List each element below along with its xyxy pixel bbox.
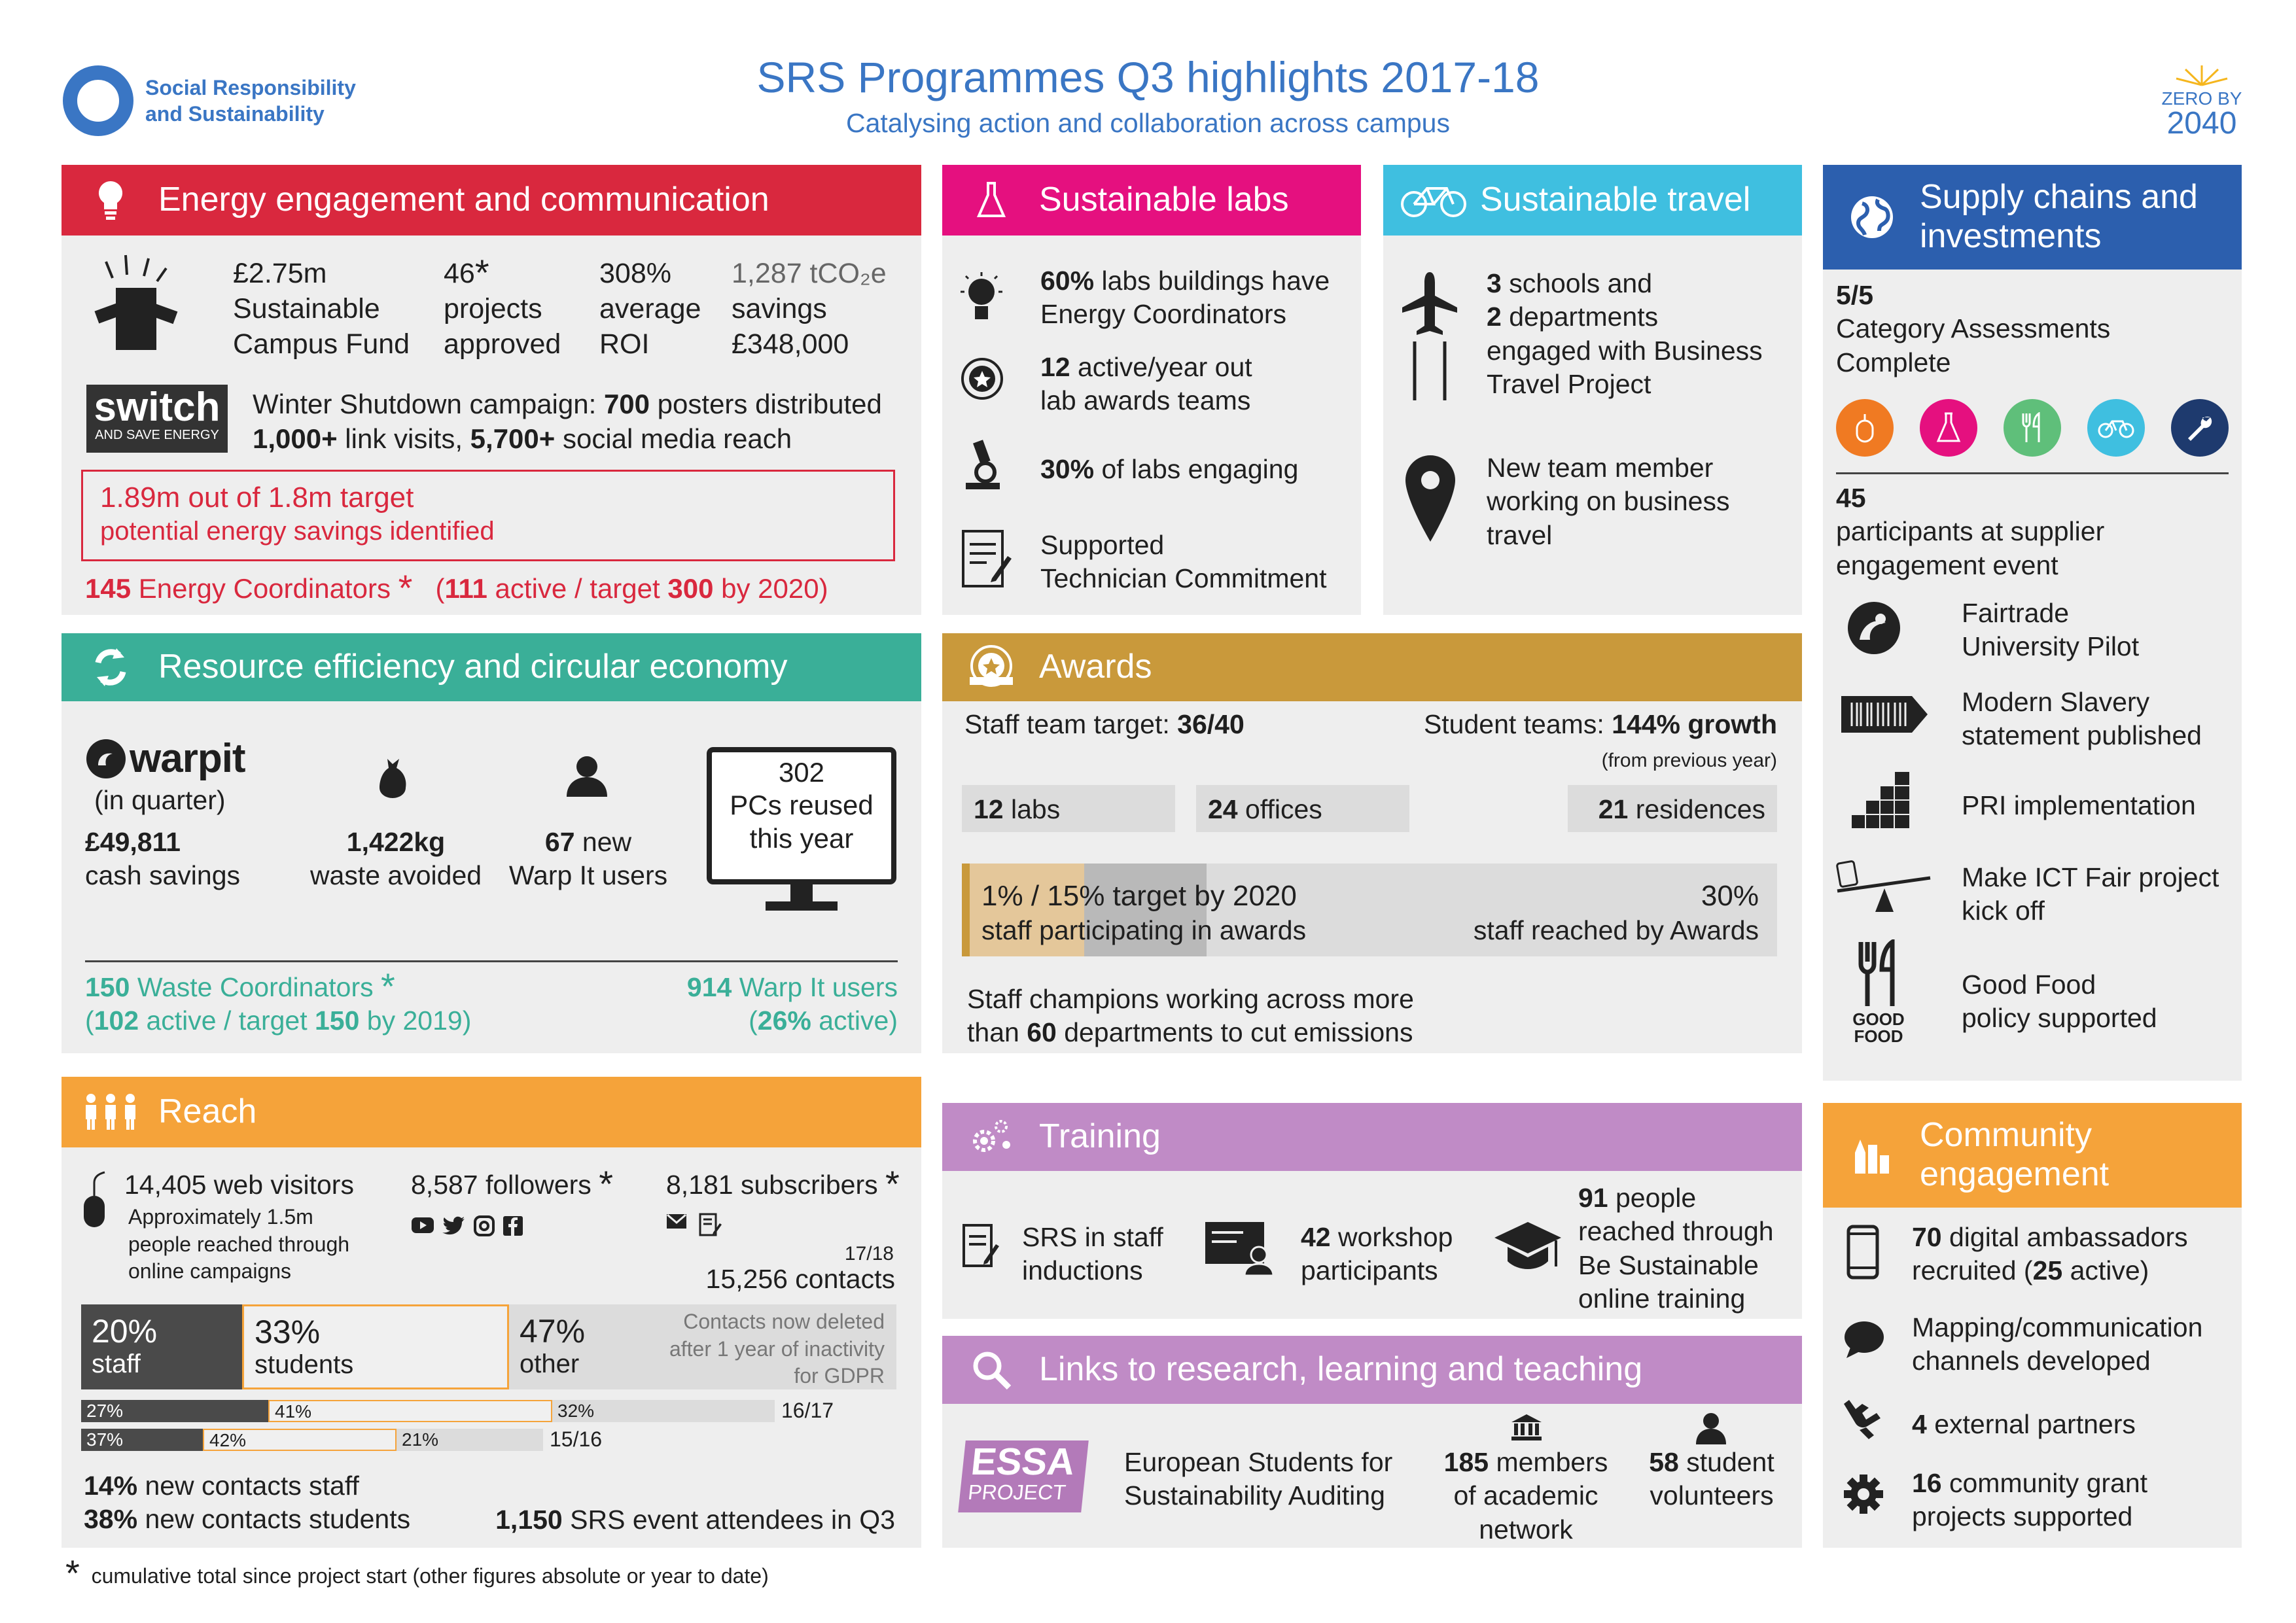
switch-logo-sub: AND SAVE ENERGY bbox=[95, 428, 219, 442]
good-food-icon bbox=[1836, 939, 1921, 1045]
new-staff-pct: 14% bbox=[84, 1471, 138, 1501]
split-students-label: students bbox=[255, 1350, 354, 1379]
barcode-icon bbox=[1839, 693, 1930, 739]
page-subtitle: Catalysing action and collaboration across campus bbox=[845, 108, 1450, 138]
partners-label: external partners bbox=[1926, 1409, 2136, 1439]
split-1516-students: 42% bbox=[203, 1429, 397, 1451]
stat-projects-value: 46 bbox=[444, 258, 475, 289]
campaign-posters: 700 bbox=[603, 389, 650, 419]
attendees-count: 1,150 bbox=[495, 1505, 563, 1535]
footnote bbox=[65, 1552, 769, 1594]
zero-year: 2040 bbox=[2166, 106, 2237, 141]
bar-target-text: 1% / 15% target by 2020 bbox=[981, 880, 1297, 912]
airplane-icon bbox=[1400, 270, 1459, 404]
mouse-category-icon bbox=[1836, 399, 1894, 457]
travel-item-1 bbox=[1487, 267, 1763, 401]
links-panel bbox=[942, 1336, 1802, 1548]
category-count: 5/5 bbox=[1836, 280, 1873, 310]
supply-item-modern-slavery: Modern Slavery statement published bbox=[1962, 687, 2202, 751]
contacts-total: 15,256 contacts bbox=[705, 1264, 895, 1294]
volunteers-label: student volunteers bbox=[1650, 1447, 1775, 1511]
student-teams bbox=[1424, 708, 1777, 775]
reach-title: Reach bbox=[158, 1092, 257, 1131]
star-icon: * bbox=[599, 1163, 613, 1204]
bar-blocks-icon bbox=[1852, 771, 1911, 831]
split-1617-students: 41% bbox=[268, 1400, 552, 1422]
waste-coord-text: active / target bbox=[139, 1005, 315, 1036]
warpit-text: warpit bbox=[130, 736, 245, 781]
target-line1: 1.89m out of 1.8m target bbox=[100, 481, 414, 514]
labs-item-4: Supported Technician Commitment bbox=[1040, 530, 1327, 594]
academic-network bbox=[1434, 1446, 1617, 1546]
labs-label: labs bbox=[1003, 794, 1061, 824]
supply-panel bbox=[1823, 165, 2242, 1081]
ambassadors-label: digital ambassadors recruited ( bbox=[1912, 1222, 2188, 1286]
flask-category-icon bbox=[1920, 399, 1977, 457]
category-assessments bbox=[1836, 279, 2110, 379]
new-users-count: 67 bbox=[544, 827, 575, 857]
web-reach-note: Approximately 1.5m people reached through online campaigns bbox=[128, 1205, 350, 1283]
bar-reached-text: staff reached by Awards bbox=[1473, 915, 1759, 945]
stat-savings-value: 1,287 tCO₂e bbox=[732, 258, 887, 289]
email-subscribers bbox=[666, 1163, 900, 1204]
training-inductions: SRS in staff inductions bbox=[1022, 1222, 1163, 1286]
labs-item-2 bbox=[1040, 351, 1252, 418]
community-title: Community engagement bbox=[1920, 1116, 2110, 1193]
travel-title: Sustainable travel bbox=[1480, 181, 1751, 219]
year-1617: 16/17 bbox=[781, 1399, 834, 1422]
community-buildings-icon bbox=[1848, 1131, 1896, 1179]
new-staff-label: new contacts staff bbox=[137, 1471, 359, 1501]
subscribers-count: 8,181 subscribers bbox=[666, 1170, 878, 1200]
cash-savings bbox=[85, 826, 240, 893]
essa-logo bbox=[958, 1440, 1089, 1512]
warpit-users-label: Warp It users bbox=[732, 972, 898, 1002]
induction-document-icon bbox=[962, 1223, 1001, 1272]
bar-reached-value: 30% bbox=[1701, 880, 1759, 912]
reach-header bbox=[62, 1077, 921, 1147]
labs-item-3 bbox=[1040, 453, 1298, 486]
star-icon: * bbox=[65, 1552, 80, 1594]
globe-icon bbox=[1848, 193, 1896, 241]
waste-avoided-label: waste avoided bbox=[309, 860, 482, 891]
warpit-active-pct: 26% bbox=[757, 1005, 811, 1036]
instagram-icon bbox=[474, 1215, 495, 1236]
awards-progress-bar bbox=[962, 864, 1777, 956]
split-students-pct: 33% bbox=[255, 1314, 321, 1350]
divider bbox=[85, 960, 898, 962]
new-contacts bbox=[84, 1469, 410, 1537]
volunteer-user-icon bbox=[1695, 1412, 1727, 1448]
reach-panel bbox=[62, 1077, 921, 1548]
new-students-pct: 38% bbox=[84, 1504, 138, 1535]
workshop-participants bbox=[1301, 1221, 1453, 1288]
external-partners bbox=[1912, 1408, 2136, 1441]
attendees-label: SRS event attendees in Q3 bbox=[562, 1505, 895, 1535]
warpit-swirl-icon bbox=[85, 738, 127, 780]
labs-teams: 12 bbox=[1040, 352, 1070, 382]
supplier-participants bbox=[1836, 481, 2104, 582]
travel-departments: 2 bbox=[1487, 302, 1502, 332]
digital-ambassadors bbox=[1912, 1221, 2188, 1288]
warpit-paren: ( bbox=[749, 1005, 758, 1036]
campaign-social: 5,700+ bbox=[470, 423, 556, 454]
labs-item-1 bbox=[1040, 264, 1330, 332]
offices-count: 24 bbox=[1208, 794, 1238, 824]
bar-participating-text: staff participating in awards bbox=[981, 915, 1307, 945]
good-food-text: GOOD FOOD bbox=[1852, 1009, 1905, 1046]
handshake-icon bbox=[1840, 1396, 1886, 1445]
split-1617-staff: 27% bbox=[81, 1400, 268, 1422]
champions-departments: 60 bbox=[1027, 1017, 1057, 1048]
bicycle-category-icon bbox=[2087, 399, 2145, 457]
volunteers-count: 58 bbox=[1649, 1447, 1679, 1477]
supply-title: Supply chains and investments bbox=[1920, 178, 2198, 255]
awards-panel bbox=[942, 633, 1802, 1053]
campaign-links: 1,000+ bbox=[253, 423, 338, 454]
coord-count: 145 bbox=[85, 573, 132, 604]
coord-paren: ( bbox=[435, 573, 445, 604]
energy-panel bbox=[62, 165, 921, 615]
star-icon: * bbox=[885, 1163, 900, 1204]
flask-icon bbox=[967, 176, 1016, 224]
supply-item-ict-fair: Make ICT Fair project kick off bbox=[1962, 862, 2219, 926]
warpit-active-label: active) bbox=[811, 1005, 898, 1036]
stat-projects-label: projects approved bbox=[444, 292, 561, 360]
labs-title: Sustainable labs bbox=[1039, 181, 1289, 219]
awards-header bbox=[942, 633, 1802, 701]
gear-icon bbox=[1843, 1473, 1884, 1518]
residences-label: residences bbox=[1628, 794, 1765, 824]
stat-savings bbox=[732, 256, 887, 362]
members-label: members of academic network bbox=[1453, 1447, 1608, 1544]
mapping-channels: Mapping/communication channels developed bbox=[1912, 1312, 2203, 1376]
links-header bbox=[942, 1336, 1802, 1404]
travel-item-2: New team member working on business travel bbox=[1487, 453, 1730, 550]
labs-count: 12 bbox=[974, 794, 1004, 824]
stat-fund-label: Sustainable Campus Fund bbox=[233, 292, 410, 360]
offices-label: offices bbox=[1237, 794, 1322, 824]
energy-target-box bbox=[81, 470, 895, 561]
awards-residences-badge bbox=[1568, 785, 1777, 832]
supply-item-fairtrade: Fairtrade University Pilot bbox=[1962, 598, 2140, 662]
social-icons bbox=[411, 1215, 523, 1236]
bicycle-icon bbox=[1398, 176, 1470, 224]
coord-target: 300 bbox=[667, 573, 714, 604]
participating-fill bbox=[962, 864, 970, 956]
split-staff-pct: 20% bbox=[92, 1313, 158, 1350]
energy-title: Energy engagement and communication bbox=[158, 181, 769, 219]
stat-roi-label: average ROI bbox=[599, 292, 701, 360]
search-icon bbox=[967, 1346, 1016, 1394]
youtube-icon bbox=[411, 1215, 434, 1235]
brand-line1: Social Responsibility bbox=[145, 76, 356, 99]
speech-bubble-icon bbox=[1843, 1320, 1886, 1363]
institution-icon bbox=[1510, 1413, 1543, 1445]
essa-text: ESSA bbox=[968, 1440, 1077, 1483]
staff-target-label: Staff team target: bbox=[964, 709, 1178, 739]
footnote-text: cumulative total since project start (other figures absolute or year to date) bbox=[91, 1564, 769, 1588]
workshop-label: workshop participants bbox=[1301, 1222, 1453, 1286]
switch-logo-text: switch bbox=[94, 385, 221, 430]
social-followers bbox=[411, 1163, 613, 1204]
online-training-label: people reached through Be Sustainable online training bbox=[1578, 1183, 1774, 1314]
contacts-split-bar bbox=[81, 1304, 896, 1389]
new-users-label: new Warp It users bbox=[508, 827, 668, 891]
balance-scale-icon bbox=[1835, 858, 1933, 916]
resource-panel bbox=[62, 633, 921, 1053]
cash-savings-label: cash savings bbox=[85, 860, 241, 891]
supply-item-pri: PRI implementation bbox=[1962, 790, 2196, 820]
warpit-users-count: 914 bbox=[686, 972, 732, 1002]
labs-panel bbox=[942, 165, 1361, 615]
split-other-label: other bbox=[520, 1350, 580, 1378]
stat-projects bbox=[444, 252, 561, 362]
training-header bbox=[942, 1103, 1802, 1171]
training-panel bbox=[942, 1103, 1802, 1319]
community-header bbox=[1823, 1103, 2242, 1208]
awards-offices-badge bbox=[1196, 785, 1409, 832]
resource-title: Resource efficiency and circular economy bbox=[158, 648, 788, 686]
warpit-logo bbox=[85, 735, 245, 782]
stat-fund-value: £2.75m bbox=[233, 258, 327, 289]
star-icon: * bbox=[474, 252, 489, 293]
participants-text: participants at supplier engagement event bbox=[1836, 516, 2105, 580]
page-title: SRS Programmes Q3 highlights 2017-18 bbox=[756, 53, 1540, 101]
wrench-category-icon bbox=[2171, 399, 2229, 457]
facebook-icon bbox=[503, 1215, 523, 1236]
training-title: Training bbox=[1039, 1117, 1161, 1156]
warpit-users-total bbox=[687, 971, 898, 1038]
student-teams-note: (from previous year) bbox=[1601, 750, 1777, 772]
online-training bbox=[1578, 1181, 1774, 1316]
split-1516-staff: 37% bbox=[81, 1429, 203, 1451]
participants-count: 45 bbox=[1836, 483, 1866, 513]
split-staff bbox=[81, 1304, 242, 1389]
split-1617-other: 32% bbox=[557, 1401, 595, 1421]
gdpr-note: Contacts now deleted after 1 year of inactivity for GDPR bbox=[669, 1310, 885, 1388]
split-students bbox=[242, 1304, 509, 1389]
award-badge-icon bbox=[958, 355, 1006, 406]
lightbulb-icon bbox=[86, 176, 135, 224]
student-teams-growth: 144% growth bbox=[1612, 709, 1777, 739]
labs-text: labs buildings have Energy Coordinators bbox=[1040, 266, 1330, 330]
essa-description: European Students for Sustainability Auditing bbox=[1124, 1447, 1393, 1511]
coord-text-2: by 2020) bbox=[713, 573, 828, 604]
travel-text: schools and bbox=[1509, 268, 1653, 298]
split-other-pct: 47% bbox=[520, 1313, 586, 1350]
community-grants bbox=[1912, 1467, 2147, 1534]
waste-avoided-value: 1,422kg bbox=[346, 827, 446, 857]
cutlery-category-icon bbox=[2004, 399, 2061, 457]
travel-panel bbox=[1383, 165, 1802, 615]
stat-roi bbox=[599, 256, 701, 362]
contacts-1617-bar bbox=[81, 1400, 775, 1422]
training-cog-icon bbox=[967, 1113, 1016, 1161]
target-line2: potential energy savings identified bbox=[100, 516, 495, 546]
ambassadors-label-2: active) bbox=[2062, 1255, 2149, 1286]
graduation-cap-icon bbox=[1492, 1218, 1564, 1280]
awards-labs-badge bbox=[962, 785, 1175, 832]
members-count: 185 bbox=[1443, 1447, 1489, 1477]
travel-schools: 3 bbox=[1487, 268, 1502, 298]
cash-savings-value: £49,811 bbox=[85, 827, 181, 857]
presentation-user-icon bbox=[1204, 1221, 1276, 1279]
location-pin-icon bbox=[1403, 453, 1458, 548]
grants-label: community grant projects supported bbox=[1912, 1468, 2148, 1532]
mouse-icon bbox=[81, 1170, 107, 1232]
recycle-icon bbox=[86, 643, 135, 691]
microscope-icon bbox=[962, 438, 1004, 494]
energy-header bbox=[62, 165, 921, 236]
campaign-text: Winter Shutdown campaign: bbox=[253, 389, 604, 419]
split-1516-other: 21% bbox=[402, 1429, 439, 1450]
waste-bag-icon bbox=[378, 756, 408, 803]
event-attendees bbox=[495, 1503, 895, 1537]
labs-engaging-pct: 30% bbox=[1040, 454, 1095, 484]
year-1516: 15/16 bbox=[550, 1427, 603, 1451]
links-title: Links to research, learning and teaching bbox=[1039, 1350, 1643, 1389]
labs-pct: 60% bbox=[1040, 266, 1095, 296]
student-volunteers bbox=[1638, 1446, 1785, 1513]
contacts-year: 17/18 bbox=[844, 1243, 894, 1265]
awards-title: Awards bbox=[1039, 648, 1152, 686]
smartphone-icon bbox=[1846, 1225, 1879, 1283]
newsletter-icon bbox=[699, 1213, 722, 1236]
labs-text-3: of labs engaging bbox=[1094, 454, 1299, 484]
community-panel bbox=[1823, 1103, 2242, 1548]
twitter-icon bbox=[442, 1215, 466, 1235]
campaign-text-2: posters distributed bbox=[650, 389, 882, 419]
followers-count: 8,587 followers bbox=[411, 1170, 592, 1200]
awards-bar-right-text bbox=[1474, 878, 1759, 947]
bulb-icon bbox=[961, 271, 1002, 329]
student-teams-label: Student teams: bbox=[1423, 709, 1612, 739]
campaign-text-3: link visits, bbox=[337, 423, 470, 454]
coord-label: Energy Coordinators bbox=[131, 573, 398, 604]
waste-avoided bbox=[301, 826, 491, 893]
award-icon bbox=[967, 643, 1016, 691]
essa-project-text: PROJECT bbox=[966, 1480, 1067, 1504]
zero-by-text: ZERO BY bbox=[2161, 88, 2242, 109]
waste-coordinators bbox=[85, 966, 472, 1038]
zero-by-2040-logo bbox=[2153, 64, 2251, 139]
web-visitors: 14,405 web visitors bbox=[124, 1170, 354, 1200]
category-text: Category Assessments Complete bbox=[1836, 313, 2111, 377]
fairtrade-icon bbox=[1846, 601, 1901, 659]
document-pen-icon bbox=[961, 529, 1013, 592]
partners-count: 4 bbox=[1912, 1409, 1927, 1439]
workshop-count: 42 bbox=[1301, 1222, 1331, 1252]
user-icon bbox=[565, 755, 609, 801]
waste-coord-count: 150 bbox=[85, 972, 130, 1002]
contacts-1516-bar bbox=[81, 1429, 543, 1451]
staff-champions bbox=[967, 983, 1414, 1050]
staff-team-target bbox=[964, 708, 1245, 741]
pcs-reused: 302 PCs reused this year bbox=[730, 757, 874, 854]
staff-target-value: 36/40 bbox=[1177, 709, 1245, 739]
coord-text: active / target bbox=[487, 573, 668, 604]
ambassadors-active: 25 bbox=[2032, 1255, 2063, 1286]
winter-campaign bbox=[253, 387, 882, 456]
online-training-count: 91 bbox=[1578, 1183, 1608, 1213]
champions-text: Staff champions working across more than bbox=[967, 984, 1414, 1048]
star-icon: * bbox=[381, 966, 395, 1007]
sun-icon bbox=[2172, 64, 2231, 86]
energy-coordinators bbox=[85, 567, 828, 608]
coord-active: 111 bbox=[444, 573, 487, 604]
champions-text-2: departments to cut emissions bbox=[1056, 1017, 1413, 1048]
waste-coord-active: 102 bbox=[94, 1005, 139, 1036]
stat-savings-label: savings £348,000 bbox=[732, 292, 849, 360]
brand-line2: and Sustainability bbox=[145, 102, 325, 126]
monitor-icon bbox=[707, 747, 896, 917]
split-staff-label: staff bbox=[92, 1350, 141, 1378]
waste-coord-paren: ( bbox=[85, 1005, 94, 1036]
new-students-label: new contacts students bbox=[137, 1504, 411, 1535]
waste-coord-text-2: by 2019) bbox=[359, 1005, 472, 1036]
residences-count: 21 bbox=[1598, 794, 1629, 824]
switch-logo bbox=[86, 385, 228, 453]
supply-header bbox=[1823, 165, 2242, 270]
people-icon bbox=[81, 1088, 140, 1136]
resource-header bbox=[62, 633, 921, 701]
labs-text-2: active/year out lab awards teams bbox=[1040, 352, 1252, 416]
new-warpit-users bbox=[506, 826, 670, 893]
awards-bar-left-text bbox=[981, 878, 1306, 947]
newsletter-icons bbox=[666, 1213, 722, 1236]
travel-header bbox=[1383, 165, 1802, 236]
stat-roi-value: 308% bbox=[599, 258, 671, 289]
category-circles bbox=[1836, 399, 2229, 459]
grants-count: 16 bbox=[1912, 1468, 1942, 1498]
campaign-text-4: social media reach bbox=[555, 423, 792, 454]
waste-coord-target: 150 bbox=[314, 1005, 360, 1036]
fund-box-icon bbox=[86, 249, 185, 353]
email-icon bbox=[666, 1213, 687, 1230]
travel-text-2: departments engaged with Business Travel Project bbox=[1487, 302, 1763, 399]
divider bbox=[1836, 472, 2229, 474]
ambassadors-count: 70 bbox=[1912, 1222, 1942, 1252]
star-icon: * bbox=[398, 567, 413, 608]
warpit-in-quarter: (in quarter) bbox=[94, 785, 226, 815]
labs-header bbox=[942, 165, 1361, 236]
stat-fund bbox=[233, 256, 410, 362]
waste-coord-label: Waste Coordinators bbox=[130, 972, 381, 1002]
supply-item-good-food: Good Food policy supported bbox=[1962, 969, 2157, 1034]
